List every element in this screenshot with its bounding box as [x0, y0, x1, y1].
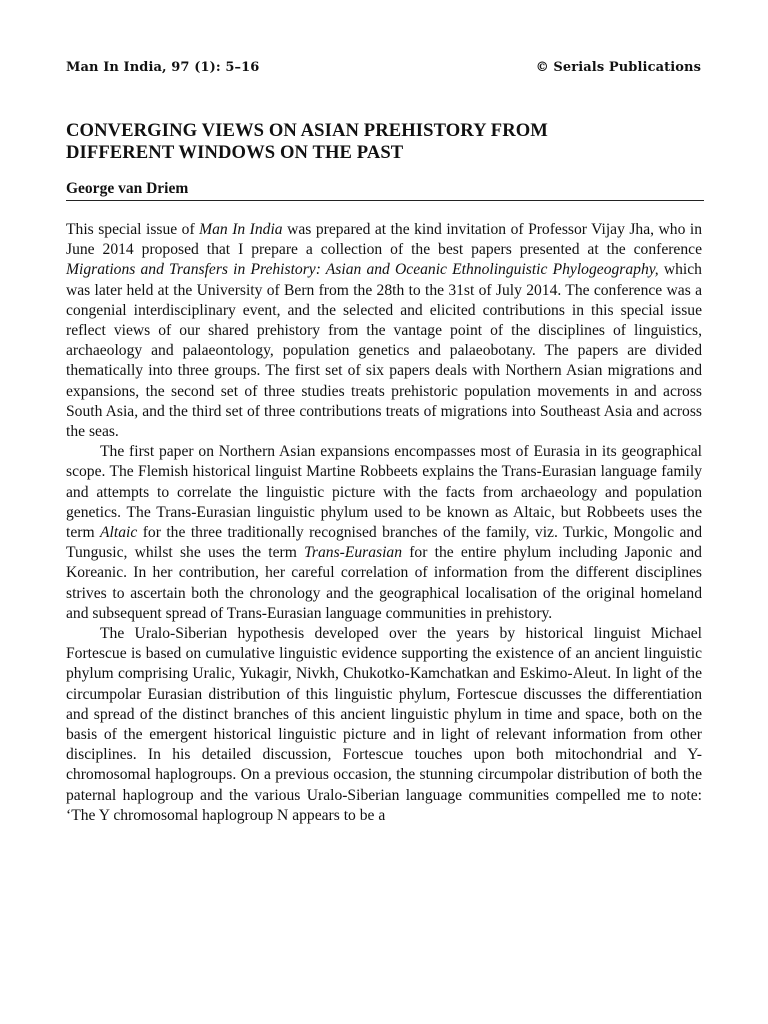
paragraph-2	[66, 442, 702, 624]
title-divider	[66, 200, 704, 201]
paragraph-1-text-c: which was later held at the University of Bern from the 28th to the 31st of July 2014. The conference was a congenial interdisciplinary event, and the selected and elicited contributions in this special issue reflect views of our shared prehistory from the vantage point of the disciplines of linguistics, archaeology and palaeontology, population genetics and palaeobotany. The papers are divided thematically into three groups. The first set of six papers deals with Northern Asian migrations and expansions, the second set of three studies treats prehistoric population movements in and across South Asia, and the third set of three contributions treats of migrations into Southeast Asia and across the seas.	[66, 261, 702, 441]
paragraph-3-text: The Uralo-Siberian hypothesis developed over the years by historical linguist Michael Fortescue is based on cumulative linguistic evidence supporting the existence of an ancient linguistic phylum comprising Uralic, Yukagir, Nivkh, Chukotko-Kamchatkan and Eskimo-Aleut. In light of the circumpolar Eurasian distribution of this linguistic phylum, Fortescue discusses the differentiation and spread of the distinct branches of this ancient linguistic phylum in time and space, both on the basis of the emergent historical linguistic picture and in light of relevant information from other disciplines. In his detailed discussion, Fortescue touches upon both mitochondrial and Y-chromosomal haplogroups. On a previous occasion, the stunning circumpolar distribution of both the paternal haplogroup and the various Uralo-Siberian language communities compelled me to note: ‘The Y chromosomal haplogroup N appears to be a	[66, 625, 702, 824]
term-altaic-italic: Altaic	[100, 524, 138, 542]
running-head	[66, 60, 701, 75]
conference-name-italic: Migrations and Transfers in Prehistory: Asian and Oceanic Ethnolinguistic Phylogeography,	[66, 261, 659, 279]
paragraph-3	[66, 624, 702, 826]
article-body	[66, 220, 702, 826]
paragraph-2-text-b: for the three traditionally recognised branches of the family, viz. Turkic, Mongolic and Tungusic, whilst she uses the term	[66, 524, 702, 562]
term-trans-eurasian-italic: Trans-Eurasian	[304, 544, 403, 562]
paragraph-2-text-c: for the entire phylum including Japonic and Koreanic. In her contribution, her careful correlation of information from the different disciplines strives to ascertain both the chronology and the geographical localisation of the original homeland and subsequent spread of Trans-Eurasian language communities in prehistory.	[66, 544, 702, 622]
paragraph-1-text-b: was prepared at the kind invitation of Professor Vijay Jha, who in June 2014 proposed that I prepare a collection of the best papers presented at the conference	[66, 221, 702, 259]
journal-name-italic: Man In India	[199, 221, 283, 238]
author-name: George van Driem	[66, 180, 189, 197]
publisher-credit: © Serials Publications	[535, 60, 701, 75]
paragraph-1	[66, 220, 702, 442]
paragraph-1-text-a: This special issue of	[66, 221, 200, 238]
journal-citation: Man In India, 97 (1): 5–16	[66, 60, 260, 75]
paragraph-2-text-a: The first paper on Northern Asian expansions encompasses most of Eurasia in its geographical scope. The Flemish historical linguist Martine Robbeets explains the Trans-Eurasian language family and attempts to correlate the linguistic picture with the facts from archaeology and population genetics. The Trans-Eurasian linguistic phylum used to be known as Altaic, but Robbeets uses the term	[66, 443, 702, 542]
article-title-line-1: CONVERGING VIEWS ON ASIAN PREHISTORY FROM	[66, 120, 548, 141]
article-title	[66, 120, 706, 164]
article-title-line-2: DIFFERENT WINDOWS ON THE PAST	[66, 142, 404, 163]
